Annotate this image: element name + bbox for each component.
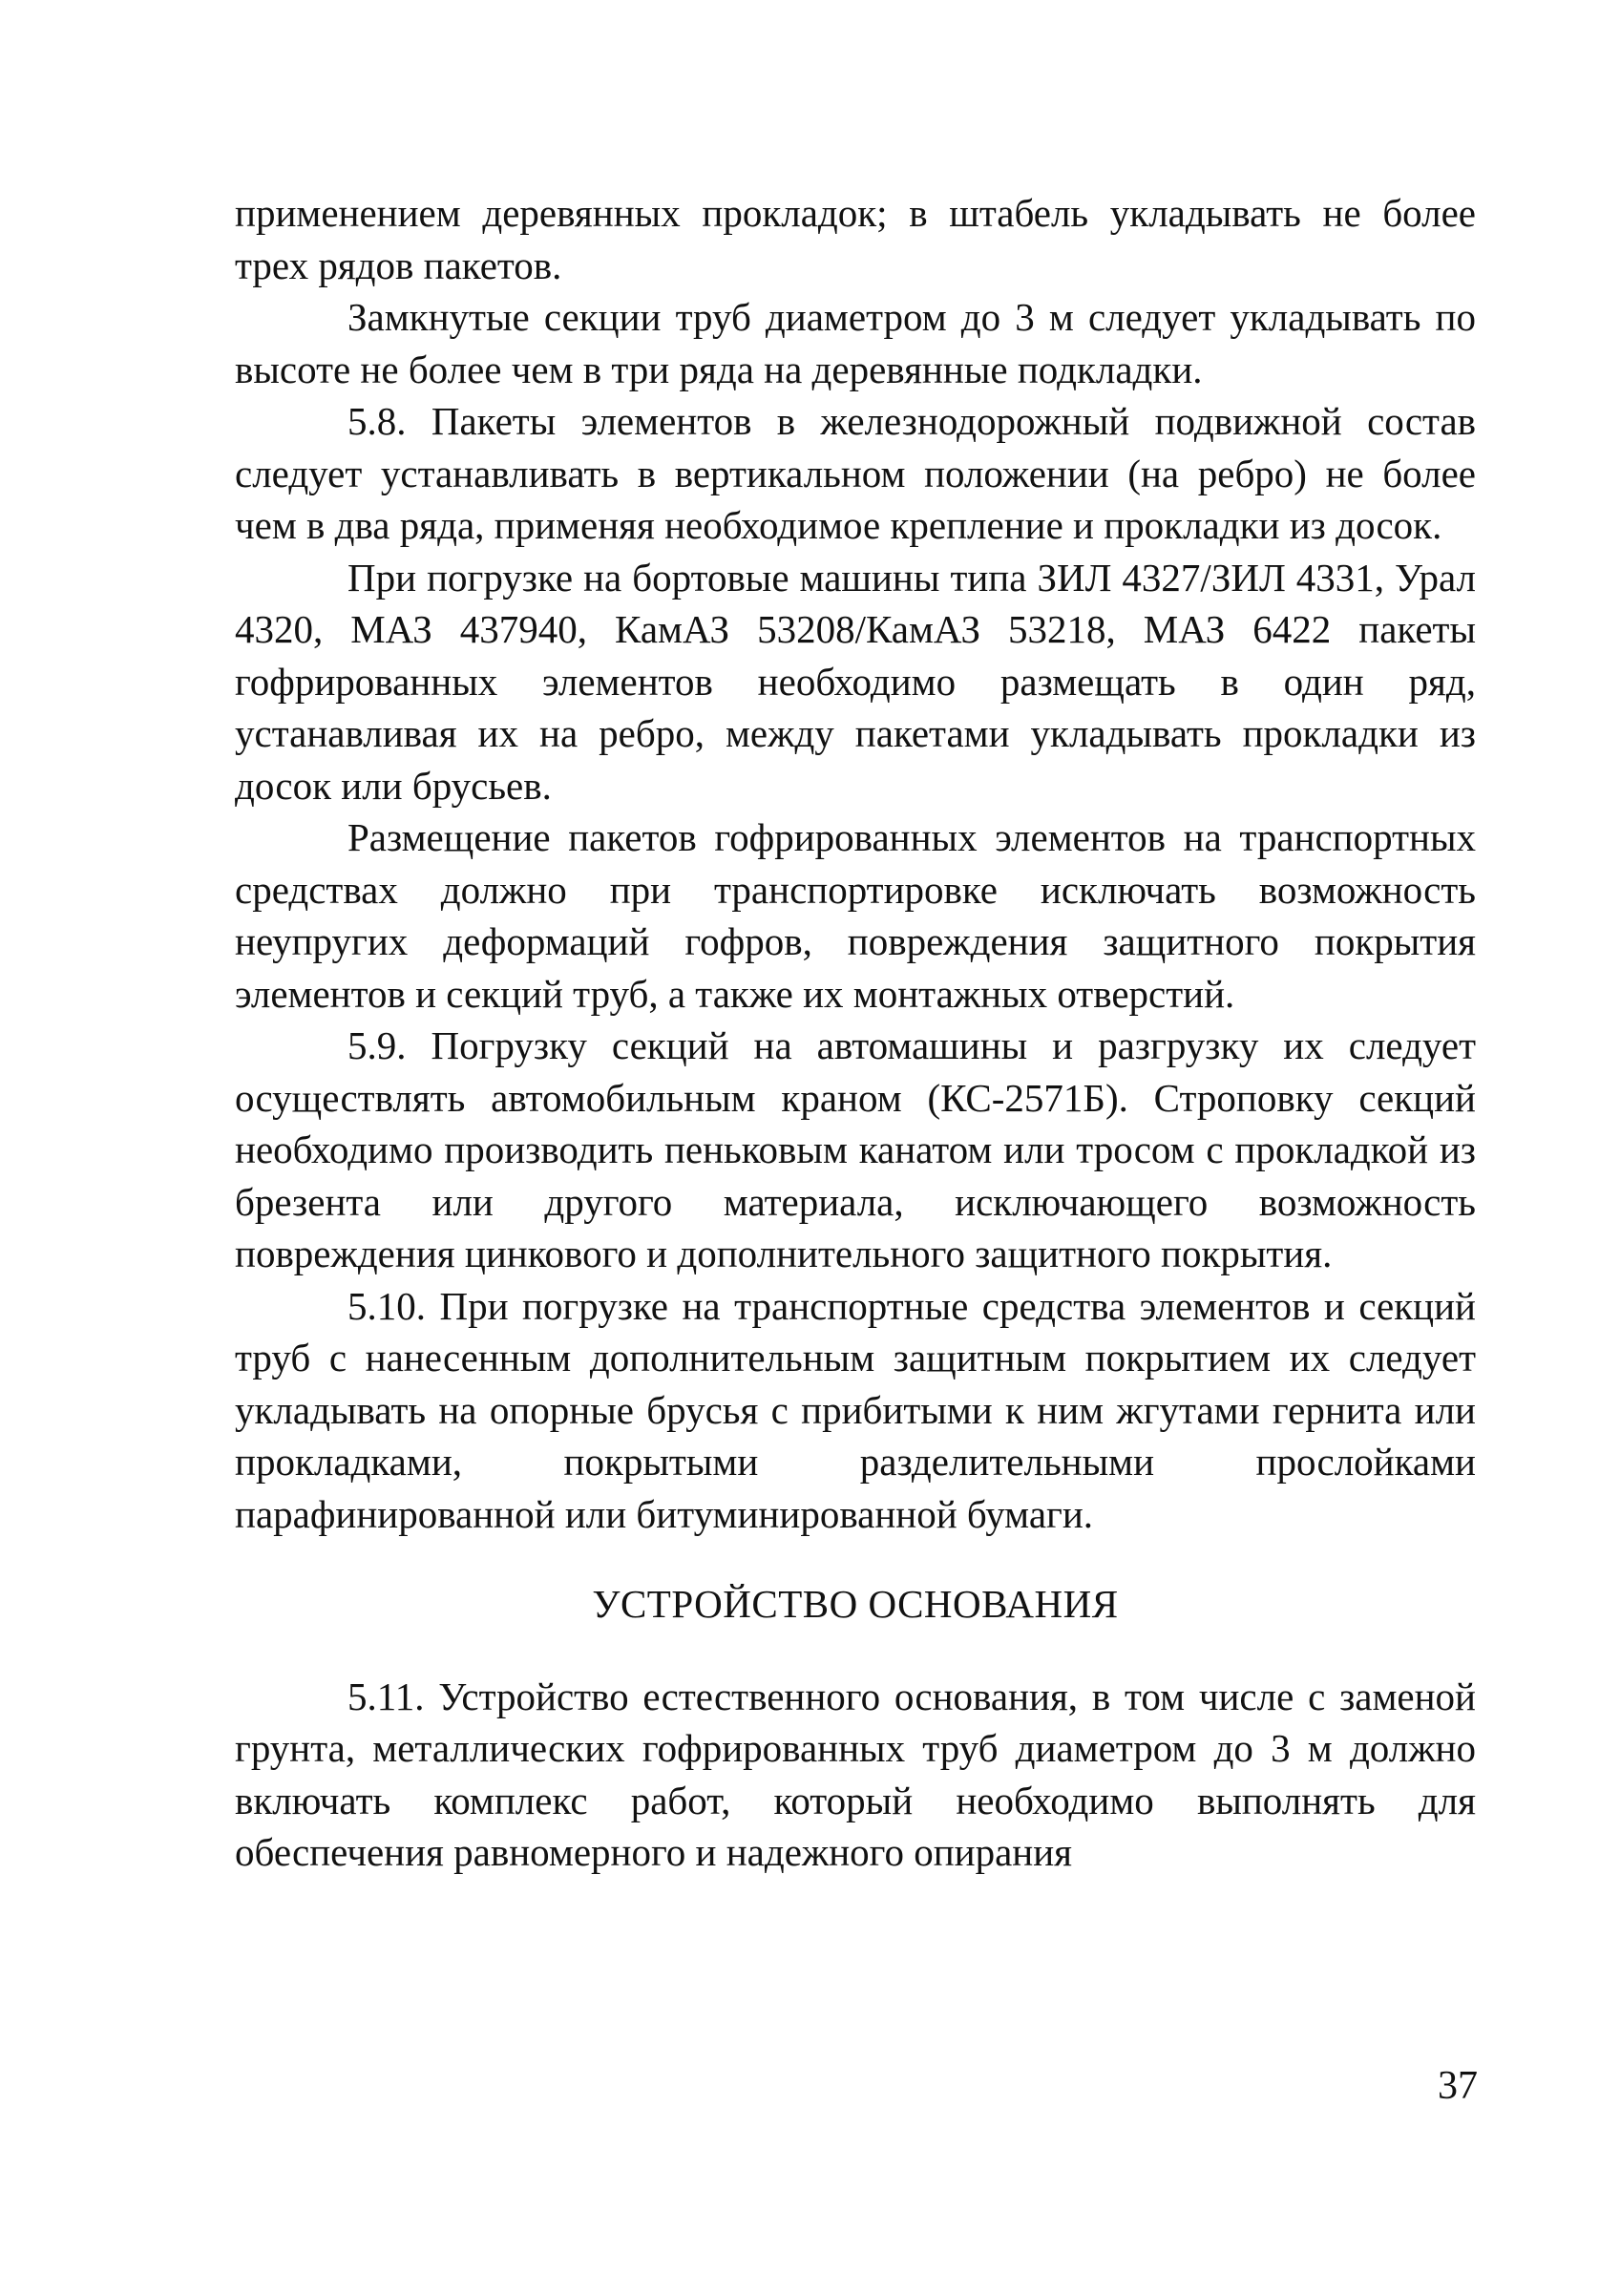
- paragraph-5-9: 5.9. Погрузку секций на автомашины и разгрузку их следует осуществлять автомобильным краном (КС-2571Б). Строповку секций необходимо производить пеньковым канатом или тросом с прокладкой из брезента или другого материала, исключающего возможность повреждения цинкового и дополнительного защитного покрытия.: [235, 1023, 1476, 1275]
- paragraph-truck-loading: При погрузке на бортовые машины типа ЗИЛ 4327/ЗИЛ 4331, Урал 4320, МАЗ 437940, КамАЗ 53208/КамАЗ 53218, МАЗ 6422 пакеты гофрированных элементов необходимо размещать в один ряд, устанавливая их на ребро, между пакетами укладывать прокладки из досок или брусьев.: [235, 555, 1476, 808]
- paragraph-closed-sections: Замкнутые секции труб диаметром до 3 м следует укладывать по высоте не более чем в три ряда на деревянные подкладки.: [235, 295, 1476, 391]
- paragraph-package-placement: Размещение пакетов гофрированных элементов на транспортных средствах должно при транспортировке исключать возможность неупругих деформаций гофров, повреждения защитного покрытия элементов и секций труб, а также их монтажных отверстий.: [235, 815, 1476, 1016]
- page-body: [235, 187, 1476, 1879]
- paragraph-5-8: 5.8. Пакеты элементов в железнодорожный подвижной состав следует устанавливать в вертикальном положении (на ребро) не более чем в два ряда, применяя необходимое крепление и прокладки из досок.: [235, 399, 1476, 547]
- paragraph-continuation: применением деревянных прокладок; в штабель укладывать не более трех рядов пакетов.: [235, 191, 1476, 287]
- section-heading: УСТРОЙСТВО ОСНОВАНИЯ: [592, 1582, 1119, 1626]
- paragraph-5-11: 5.11. Устройство естественного основания, в том числе с заменой грунта, металлических гофрированных труб диаметром до 3 м должно включать комплекс работ, который необходимо выполнять для обеспечения равномерного и надежного опирания: [235, 1674, 1476, 1874]
- page-number: 37: [1438, 2064, 1478, 2108]
- paragraph-5-10: 5.10. При погрузке на транспортные средства элементов и секций труб с нанесенным дополнительным защитным покрытием их следует укладывать на опорные брусья с прибитыми к ним жгутами гернита или прокладками, покрытыми разделительными прослойками парафинированной или битуминированной бумаги.: [235, 1283, 1476, 1536]
